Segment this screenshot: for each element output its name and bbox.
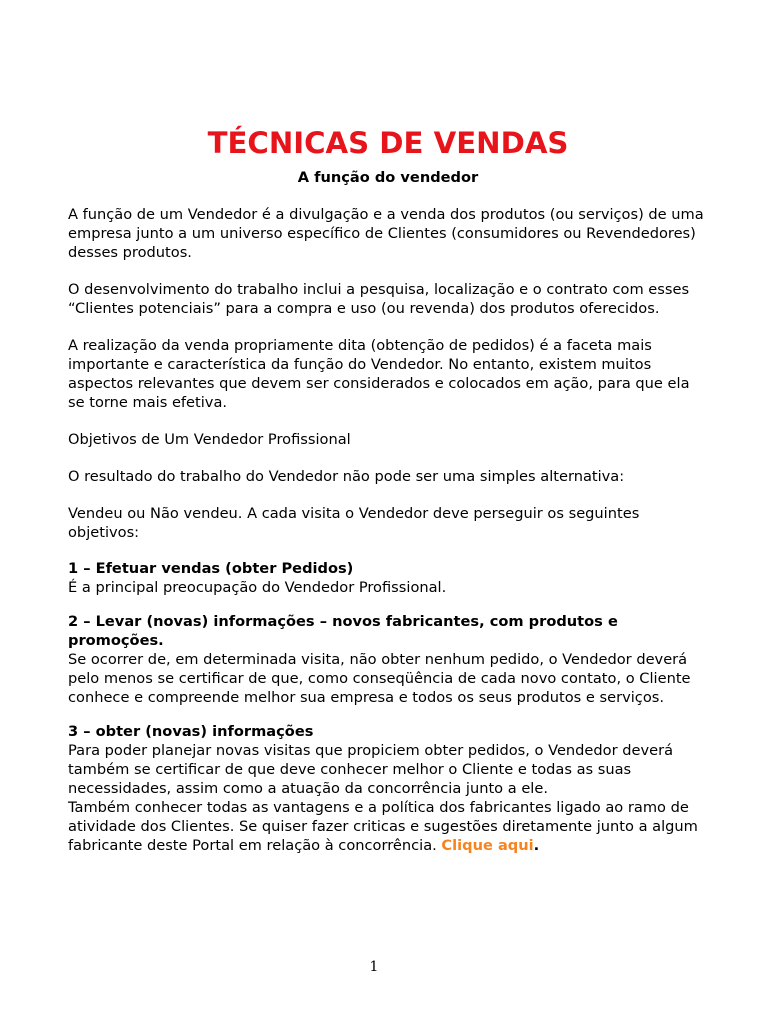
objective-heading-2: 2 – Levar (novas) informações – novos fabricantes, com produtos e promoções. [68, 613, 618, 649]
page-number: 1 [369, 959, 379, 975]
objective-body-3b-text: Também conhecer todas as vantagens e a política dos fabricantes ligado ao ramo de atividade dos Clientes. Se quiser fazer criticas e sugestões diretamente junto a algum fabricante deste Portal em relação à concorrência. [68, 799, 698, 854]
objective-item-2 [68, 612, 708, 707]
document-page [68, 126, 708, 855]
paragraph-sale-realization: A realização da venda propriamente dita (obtenção de pedidos) é a faceta mais importante e característica da função do Vendedor. No entanto, existem muitos aspectos relevantes que devem ser considerados e colocados em ação, para que ela se torne mais efetiva. [68, 337, 690, 411]
paragraph-development: O desenvolvimento do trabalho inclui a pesquisa, localização e o contrato com esses “Clientes potenciais” para a compra e uso (ou revenda) dos produtos oferecidos. [68, 281, 690, 317]
click-here-link[interactable]: Clique aqui [441, 837, 534, 854]
paragraph-result: O resultado do trabalho do Vendedor não pode ser uma simples alternativa: [68, 468, 625, 485]
objective-body-3b [68, 798, 708, 855]
objective-body-3: Para poder planejar novas visitas que propiciem obter pedidos, o Vendedor deverá também se certificar de que deve conhecer melhor o Cliente e todas as suas necessidades, assim como a atuação da concorrência junto a ele. [68, 742, 674, 797]
document-subtitle: A função do vendedor [297, 169, 479, 186]
objective-item-3 [68, 722, 708, 855]
objective-body-2: Se ocorrer de, em determinada visita, não obter nenhum pedido, o Vendedor deverá pelo menos se certificar de que, como conseqüência de cada novo contato, o Cliente conhece e compreende melhor sua empresa e todos os seus produtos e serviços. [68, 651, 691, 706]
paragraph-role-definition: A função de um Vendedor é a divulgação e a venda dos produtos (ou serviços) de uma empresa junto a um universo específico de Clientes (consumidores ou Revendedores) desses produtos. [68, 206, 704, 261]
paragraph-objectives-title: Objetivos de Um Vendedor Profissional [68, 431, 351, 448]
objective-heading-1: 1 – Efetuar vendas (obter Pedidos) [68, 560, 354, 577]
objective-body-1: É a principal preocupação do Vendedor Profissional. [68, 579, 447, 596]
objective-item-1 [68, 559, 708, 597]
objective-heading-3: 3 – obter (novas) informações [68, 723, 314, 740]
paragraph-visit-objectives: Vendeu ou Não vendeu. A cada visita o Vendedor deve perseguir os seguintes objetivos: [68, 505, 640, 541]
document-title: TÉCNICAS DE VENDAS [207, 126, 569, 160]
link-suffix: . [533, 837, 540, 854]
